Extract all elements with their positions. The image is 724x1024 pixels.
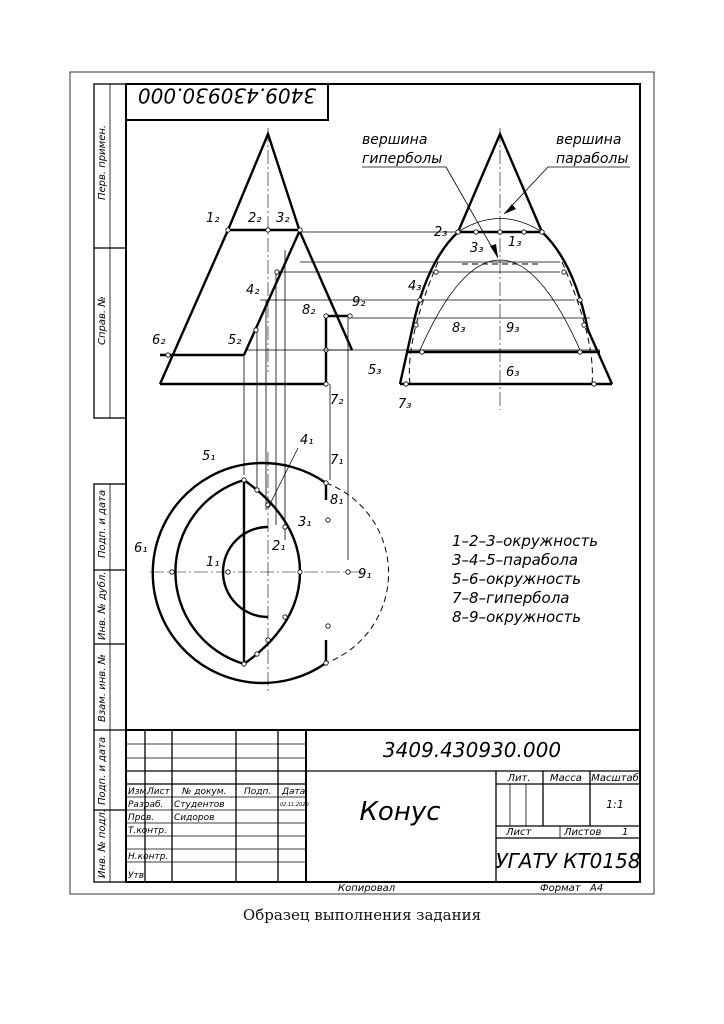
parabola-vertex-label-line1: вершина xyxy=(556,132,622,148)
side-field-label: Взам. инв. № xyxy=(97,654,108,722)
point-label: 3₁ xyxy=(298,515,312,530)
hyperbola-vertex-label-line2: гиперболы xyxy=(362,151,443,167)
header-date: Дата xyxy=(282,787,306,797)
row-name: Сидоров xyxy=(174,813,215,823)
point-label: 8₁ xyxy=(330,493,344,508)
sheets-value: 1 xyxy=(622,827,629,838)
side-field-label: Подп. и дата xyxy=(97,736,108,805)
drawing-code: 3409.430930.000 xyxy=(382,738,562,762)
side-field-label: Справ. № xyxy=(97,296,108,345)
point-label: 5₂ xyxy=(228,333,242,348)
organization: УГАТУ КТ0158 xyxy=(495,849,641,873)
parabola-vertex-label-line2: параболы xyxy=(556,151,629,167)
point-label: 7₁ xyxy=(330,453,344,468)
point-label: 9₂ xyxy=(352,295,366,310)
point-label: 4₃ xyxy=(408,279,422,294)
point-label: 1₁ xyxy=(206,555,220,570)
rotated-code-box xyxy=(126,84,328,121)
point-label: 5₃ xyxy=(368,363,382,378)
scale-value: 1:1 xyxy=(606,798,624,811)
legend-item: 3–4–5–парабола xyxy=(452,551,579,569)
point-label: 7₃ xyxy=(398,397,412,412)
point-label: 1₂ xyxy=(206,211,220,226)
row-name: Студентов xyxy=(174,800,225,810)
point-label: 9₁ xyxy=(358,567,372,582)
top-view xyxy=(134,433,389,692)
point-label: 7₂ xyxy=(330,393,344,408)
point-label: 9₃ xyxy=(506,321,520,336)
legend-item: 8–9–окружность xyxy=(452,608,582,626)
row-date: 02.11.2020 xyxy=(280,802,309,808)
legend-item: 5–6–окружность xyxy=(452,570,582,588)
legend-item: 7–8–гипербола xyxy=(452,589,570,607)
footer-format-value: А4 xyxy=(590,883,604,894)
side-strip xyxy=(94,84,126,882)
lit-label: Лит. xyxy=(507,773,531,784)
row-role: Разраб. xyxy=(128,800,164,810)
legend xyxy=(452,532,682,627)
drawing-frame xyxy=(126,84,640,882)
drawing-title: Конус xyxy=(359,797,441,827)
sheet-label: Лист xyxy=(506,827,532,838)
footer-copied: Копировал xyxy=(338,883,396,894)
side-field-label: Инв. № подл. xyxy=(97,809,108,878)
page-caption: Образец выполнения задания xyxy=(242,906,482,924)
point-label: 2₁ xyxy=(272,539,286,554)
vertex-annotations xyxy=(362,132,630,258)
footer-format-label: Формат xyxy=(540,883,581,894)
point-label: 6₂ xyxy=(152,333,166,348)
sheets-label: Листов xyxy=(564,827,602,838)
side-field-label: Инв. № дубл. xyxy=(97,571,108,640)
row-role: Н.контр. xyxy=(128,852,169,862)
legend-item: 1–2–3–окружность xyxy=(452,532,599,550)
row-role: Пров. xyxy=(128,813,155,823)
drawing-code-rotated: 3409.430930.000 xyxy=(137,83,317,108)
point-label: 8₃ xyxy=(452,321,466,336)
point-label: 4₂ xyxy=(246,283,260,298)
row-role: Утв. xyxy=(128,871,147,881)
point-label: 3₂ xyxy=(276,211,290,226)
mass-label: Масса xyxy=(550,773,582,784)
header-izm: Изм. xyxy=(128,787,150,797)
hyperbola-vertex-label-line1: вершина xyxy=(362,132,428,148)
point-label: 6₃ xyxy=(506,365,520,380)
point-label: 1₃ xyxy=(508,235,522,250)
scale-label: Масштаб xyxy=(591,773,639,784)
point-label: 3₃ xyxy=(470,241,484,256)
point-label: 2₃ xyxy=(434,225,448,240)
title-block xyxy=(126,730,641,882)
point-label: 2₂ xyxy=(248,211,262,226)
row-role: Т.контр. xyxy=(128,826,168,836)
header-sign: Подп. xyxy=(244,787,272,797)
header-docnum: № докум. xyxy=(182,787,227,797)
header-list: Лист xyxy=(147,787,170,797)
point-label: 8₂ xyxy=(302,303,316,318)
side-field-label: Подп. и дата xyxy=(97,489,108,558)
side-field-label: Перв. примен. xyxy=(97,124,108,200)
point-label: 4₁ xyxy=(300,433,314,448)
point-label: 5₁ xyxy=(202,449,216,464)
point-label: 6₁ xyxy=(134,541,148,556)
side-view xyxy=(368,128,612,412)
